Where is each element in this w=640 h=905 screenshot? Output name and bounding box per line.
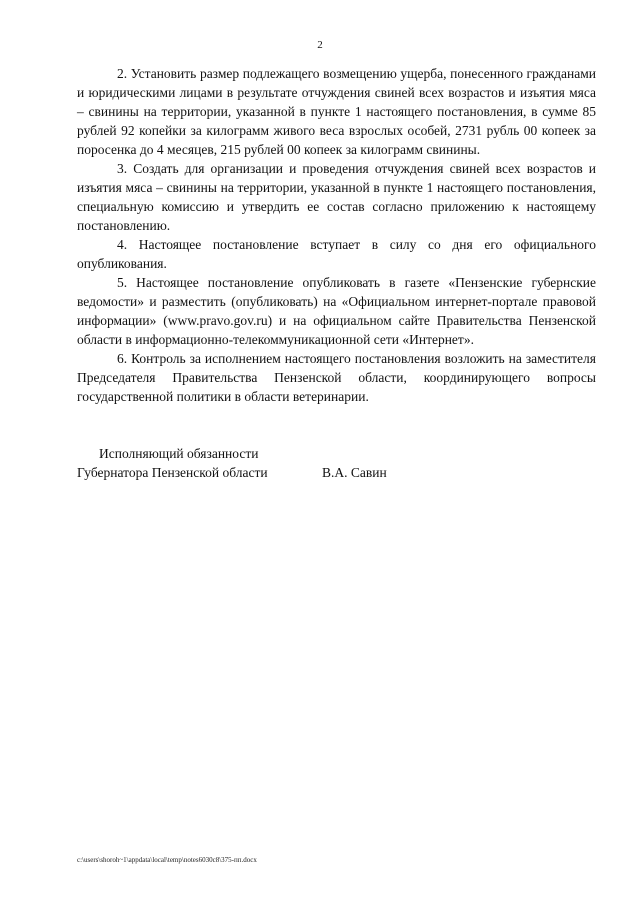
page-number: 2 xyxy=(317,39,323,51)
signature-position: Губернатора Пензенской области xyxy=(77,465,268,480)
paragraph-3: 3. Создать для организации и проведения отчуждения свиней всех возрастов и изъятия мяса – свинины на территории, указанной в пункте 1 настоящего постановления, специальную комиссию и утвердить ее состав согласно приложению к настоящему постановлению. xyxy=(77,161,596,233)
paragraph-5: 5. Настоящее постановление опубликовать в газете «Пензенские губернские ведомости» и разместить (опубликовать) на «Официальном интернет-портале правовой информации» (www.pravo.gov.ru) и на официальном сайте Правительства Пензенской области в информационно-телекоммуникационной сети «Интернет». xyxy=(77,275,596,347)
document-body xyxy=(77,64,596,406)
signature-title-line: Исполняющий обязанности xyxy=(99,446,259,461)
paragraph-2: 2. Установить размер подлежащего возмещению ущерба, понесенного гражданами и юридическими лицами в результате отчуждения свиней всех возрастов и изъятия мяса – свинины на территории, указанной в пункте 1 настоящего постановления, в сумме 85 рублей 92 копейки за килограмм живого веса взрослых особей, 2731 рубль 00 копеек за поросенка до 4 месяцев, 215 рублей 00 копеек за килограмм свинины. xyxy=(77,66,596,157)
signature-name: В.А. Савин xyxy=(322,465,387,480)
paragraph-6: 6. Контроль за исполнением настоящего постановления возложить на заместителя Председателя Правительства Пензенской области, координирующего вопросы государственной политики в области ветеринарии. xyxy=(77,351,596,404)
footer-file-path: c:\users\shoroh~1\appdata\local\temp\notes6030c8\375-пп.docx xyxy=(77,856,257,864)
paragraph-4: 4. Настоящее постановление вступает в силу со дня его официального опубликования. xyxy=(77,237,596,271)
signature-block xyxy=(77,444,477,482)
